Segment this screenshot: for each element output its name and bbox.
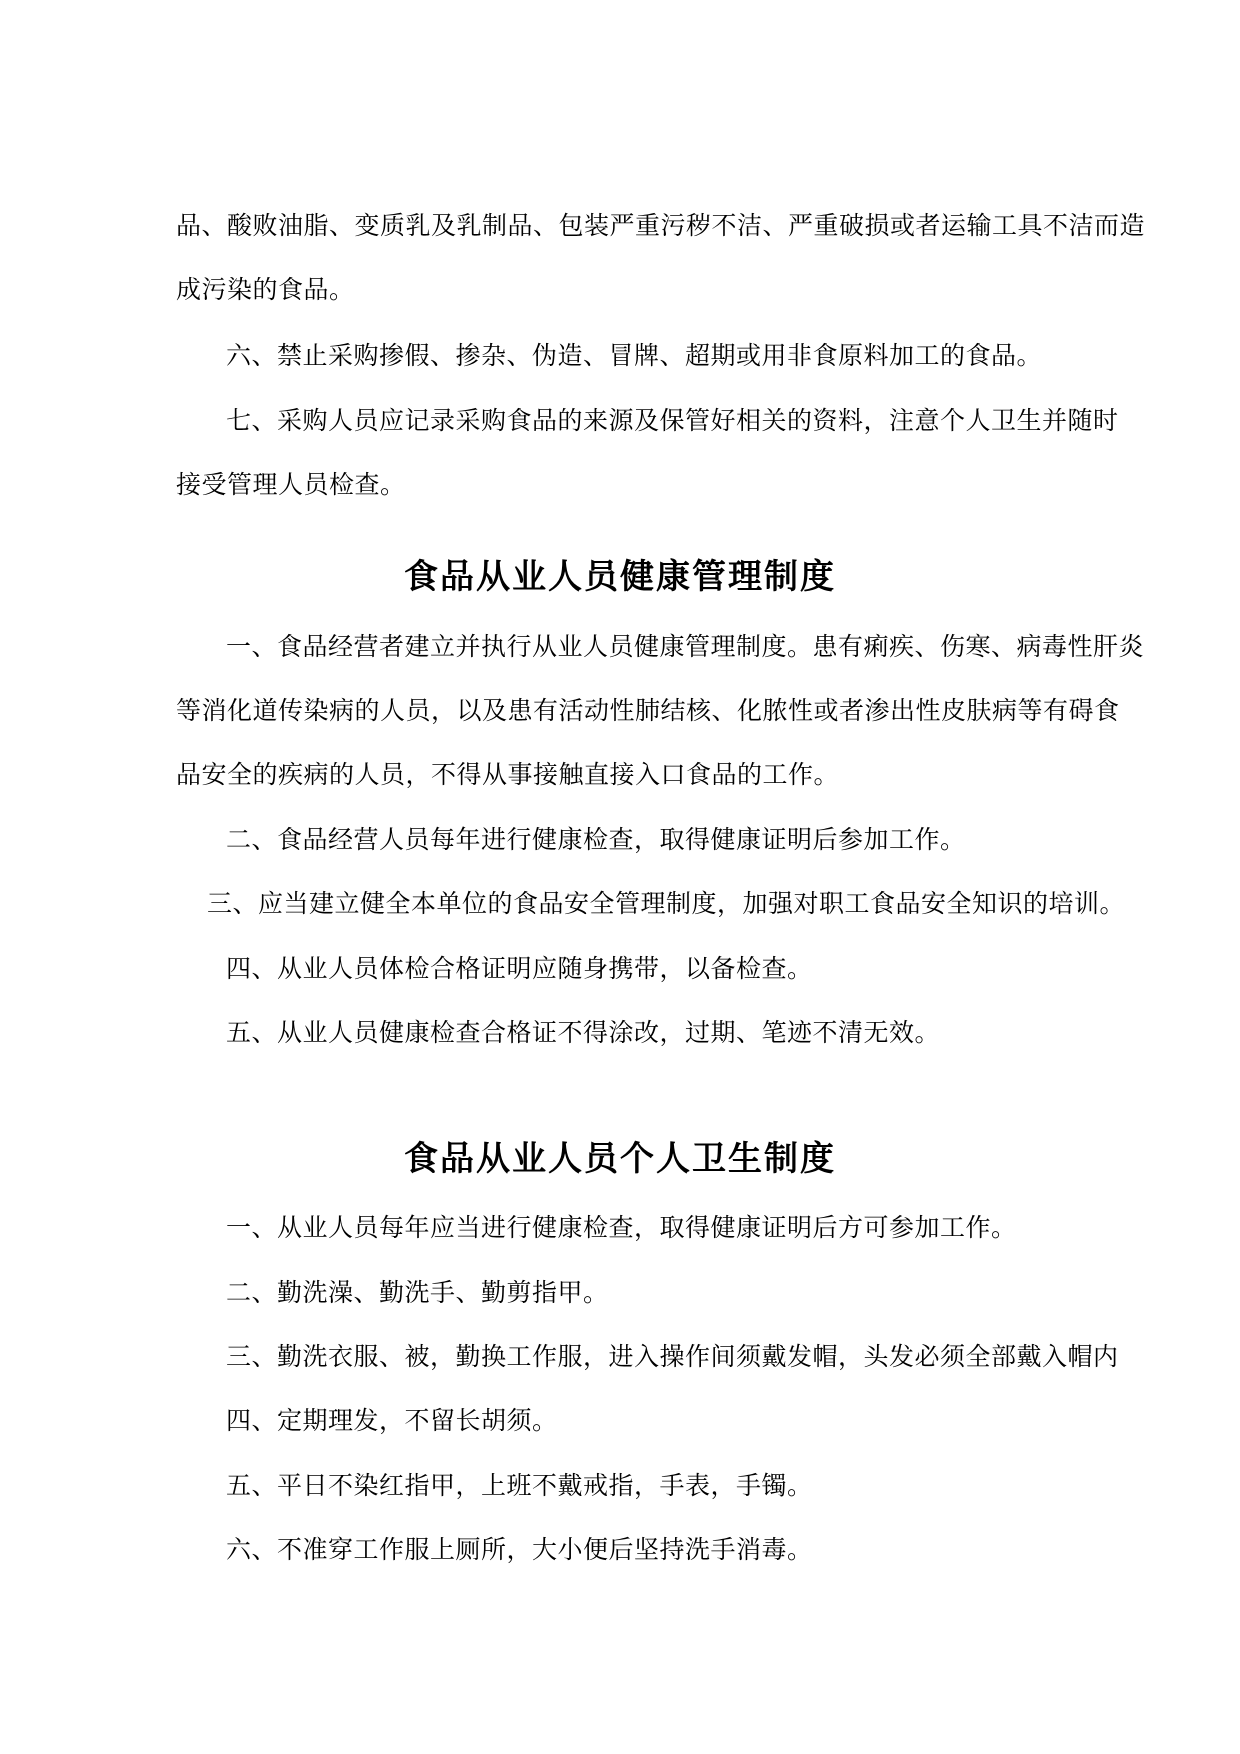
body-line: 四、定期理发，不留长胡须。 bbox=[226, 1406, 558, 1435]
body-line: 五、从业人员健康检查合格证不得涂改，过期、笔迹不清无效。 bbox=[226, 1018, 941, 1047]
body-line: 等消化道传染病的人员，以及患有活动性肺结核、化脓性或者渗出性皮肤病等有碍食 bbox=[176, 696, 1120, 725]
body-line: 接受管理人员检查。 bbox=[176, 470, 406, 499]
body-line: 一、从业人员每年应当进行健康检查，取得健康证明后方可参加工作。 bbox=[226, 1213, 1017, 1242]
body-line: 四、从业人员体检合格证明应随身携带，以备检查。 bbox=[226, 954, 813, 983]
section-title-hygiene: 食品从业人员个人卫生制度 bbox=[404, 1139, 836, 1179]
body-line: 品安全的疾病的人员，不得从事接触直接入口食品的工作。 bbox=[176, 760, 840, 789]
body-line: 三、应当建立健全本单位的食品安全管理制度，加强对职工食品安全知识的培训。 bbox=[207, 889, 1126, 918]
body-line: 一、食品经营者建立并执行从业人员健康管理制度。患有痢疾、伤寒、病毒性肝炎 bbox=[226, 632, 1145, 661]
body-line: 三、勤洗衣服、被，勤换工作服，进入操作间须戴发帽，头发必须全部戴入帽内 bbox=[226, 1342, 1119, 1371]
body-line: 二、勤洗澡、勤洗手、勤剪指甲。 bbox=[226, 1278, 609, 1307]
body-line: 五、平日不染红指甲，上班不戴戒指，手表，手镯。 bbox=[226, 1471, 813, 1500]
section-title-health: 食品从业人员健康管理制度 bbox=[404, 557, 836, 597]
body-line: 二、食品经营人员每年进行健康检查，取得健康证明后参加工作。 bbox=[226, 825, 966, 854]
body-line: 七、采购人员应记录采购食品的来源及保管好相关的资料，注意个人卫生并随时 bbox=[226, 406, 1119, 435]
body-line: 成污染的食品。 bbox=[176, 275, 355, 304]
body-line: 六、禁止采购掺假、掺杂、伪造、冒牌、超期或用非食原料加工的食品。 bbox=[226, 341, 1043, 370]
body-line: 品、酸败油脂、变质乳及乳制品、包装严重污秽不洁、严重破损或者运输工具不洁而造 bbox=[176, 211, 1146, 240]
body-line: 六、不准穿工作服上厕所，大小便后坚持洗手消毒。 bbox=[226, 1535, 813, 1564]
